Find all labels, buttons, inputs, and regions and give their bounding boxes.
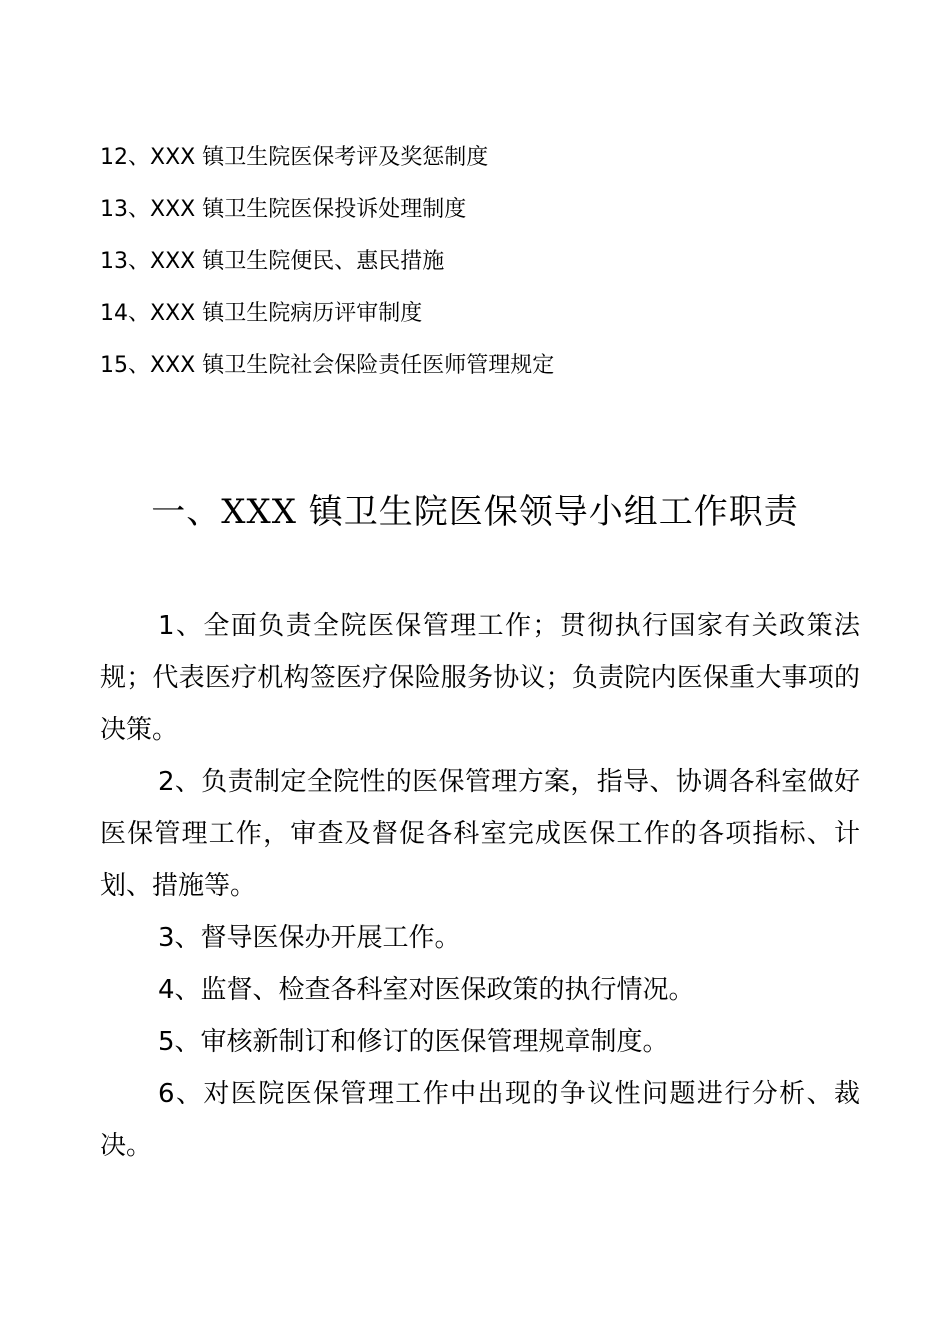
- toc-item: 13、XXX 镇卫生院便民、惠民措施: [100, 249, 445, 274]
- paragraph: 4、监督、检查各科室对医保政策的执行情况。: [158, 975, 695, 1005]
- toc-item: 15、XXX 镇卫生院社会保险责任医师管理规定: [100, 353, 555, 378]
- paragraph: 6、对医院医保管理工作中出现的争议性问题进行分析、裁决。: [100, 1079, 860, 1161]
- paragraph: 2、负责制定全院性的医保管理方案，指导、协调各科室做好医保管理工作，审查及督促各科室完成医保工作的各项指标、计划、措施等。: [100, 767, 860, 901]
- toc-item: 13、XXX 镇卫生院医保投诉处理制度: [100, 197, 467, 222]
- paragraph: 3、督导医保办开展工作。: [158, 923, 461, 953]
- paragraph: 1、全面负责全院医保管理工作；贯彻执行国家有关政策法规；代表医疗机构签医疗保险服务协议；负责院内医保重大事项的决策。: [100, 611, 860, 745]
- section-body: [100, 600, 860, 1172]
- toc-item: 12、XXX 镇卫生院医保考评及奖惩制度: [100, 145, 489, 170]
- toc-item: 14、XXX 镇卫生院病历评审制度: [100, 301, 423, 326]
- section-title: 一、XXX 镇卫生院医保领导小组工作职责: [151, 492, 799, 532]
- paragraph: 5、审核新制订和修订的医保管理规章制度。: [158, 1027, 669, 1057]
- toc-list: [100, 140, 860, 400]
